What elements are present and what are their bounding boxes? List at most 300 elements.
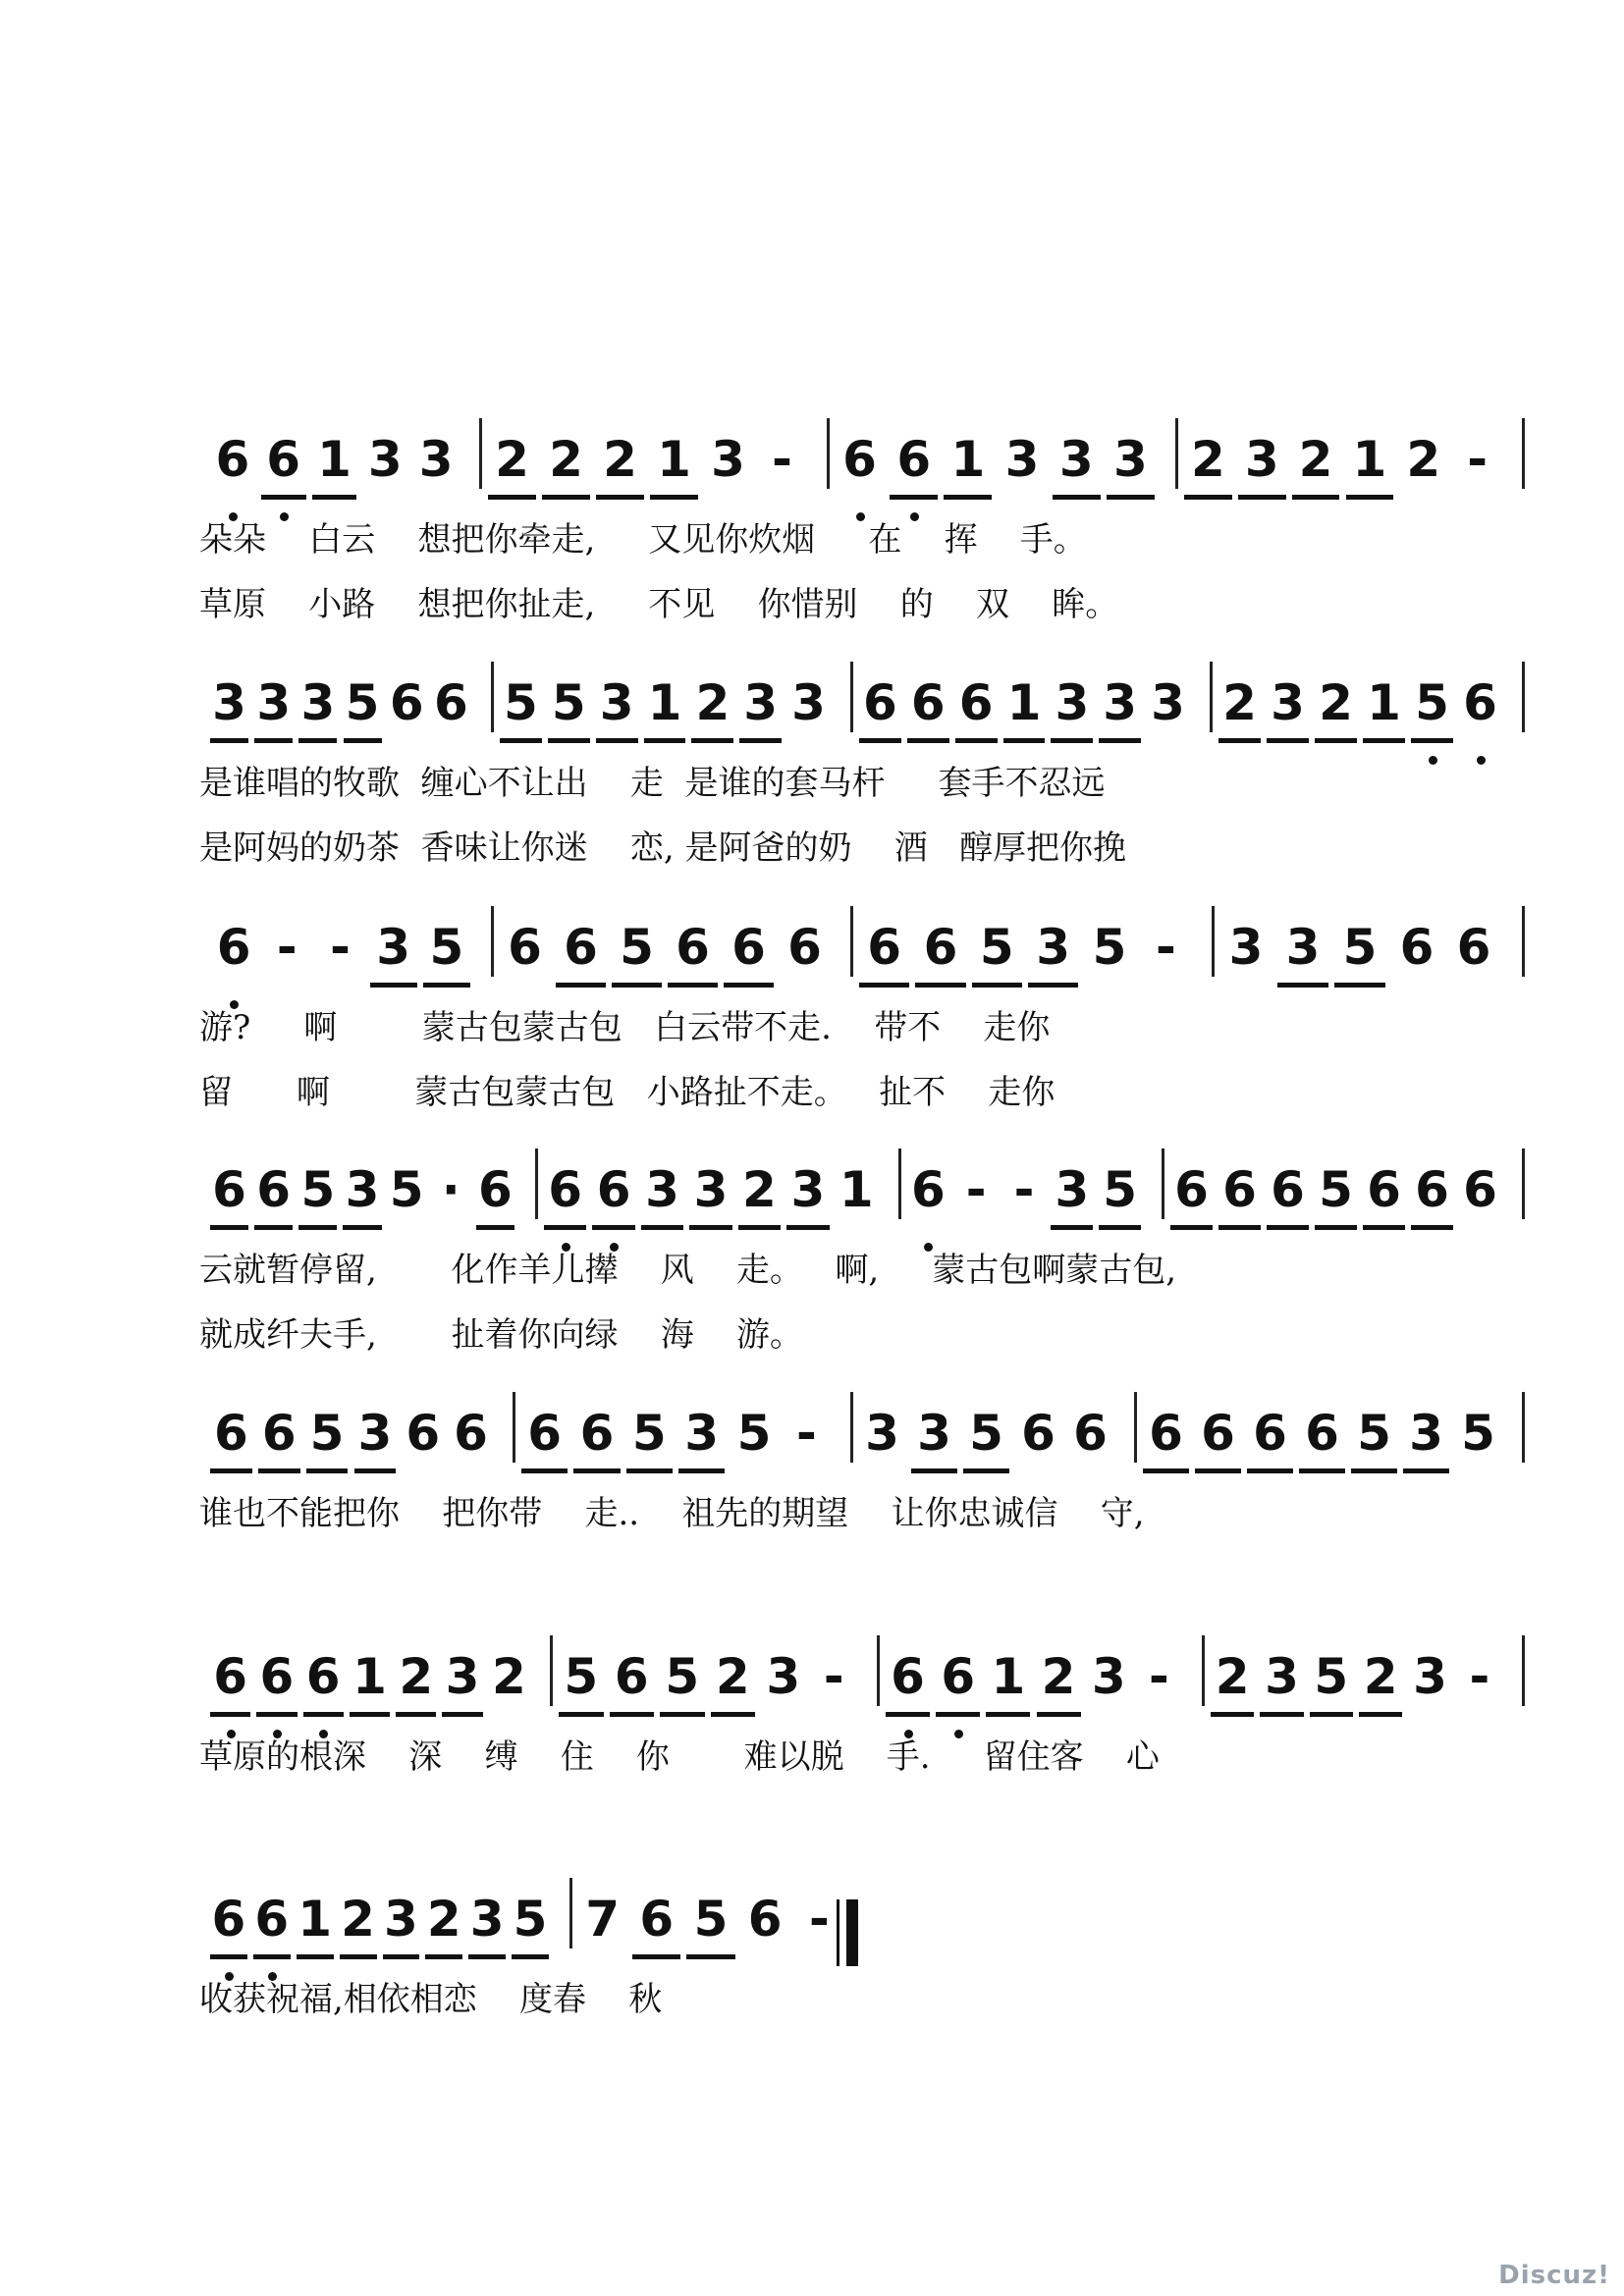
eighth-underline: [1411, 1225, 1453, 1230]
jianpu-note: 3: [1409, 1405, 1443, 1462]
jianpu-note: 5: [345, 674, 380, 731]
jianpu-note: 6: [266, 431, 301, 488]
eighth-underline: [306, 1468, 349, 1473]
barline: [1210, 662, 1213, 732]
jianpu-note: 1: [950, 431, 986, 488]
jianpu-note: 5: [1357, 1405, 1391, 1462]
eighth-underline: [644, 738, 686, 743]
jianpu-note: 5: [300, 1161, 336, 1218]
jianpu-note: 3: [865, 1405, 899, 1462]
eighth-underline: [1346, 495, 1394, 500]
jianpu-note: -: [1467, 431, 1488, 488]
eighth-underline: [1053, 495, 1101, 500]
eighth-underline: [343, 1225, 381, 1230]
jianpu-note: 2: [495, 431, 529, 488]
eighth-underline: [573, 1468, 620, 1473]
jianpu-note: 3: [469, 1891, 505, 1948]
jianpu-note: 6: [215, 431, 250, 488]
eighth-underline: [641, 1225, 683, 1230]
jianpu-note: 5: [693, 1891, 729, 1948]
jianpu-note: 5: [1415, 674, 1449, 731]
jianpu-note: 5: [1319, 1161, 1353, 1218]
jianpu-note: 3: [357, 1405, 393, 1462]
barline: [1522, 906, 1525, 977]
jianpu-note: 2: [1215, 1648, 1250, 1705]
eighth-underline: [383, 1954, 420, 1959]
jianpu-note: 3: [1055, 1161, 1090, 1218]
jianpu-note: 5: [504, 674, 538, 731]
eighth-underline: [298, 1225, 337, 1230]
eighth-underline: [1310, 1712, 1353, 1717]
jianpu-note: 6: [863, 674, 897, 731]
eighth-underline: [1028, 983, 1078, 988]
eighth-underline: [521, 1468, 568, 1473]
jianpu-note: 3: [599, 674, 634, 731]
eighth-underline: [986, 1712, 1030, 1717]
jianpu-note: 6: [639, 1891, 675, 1948]
eighth-underline: [668, 983, 718, 988]
eighth-underline: [350, 1712, 390, 1717]
final-barline-thin: [837, 1899, 839, 1966]
jianpu-note: 6: [731, 919, 766, 976]
eighth-underline: [559, 1712, 604, 1717]
eighth-underline: [210, 1954, 247, 1959]
eighth-underline: [691, 738, 733, 743]
eighth-underline: [711, 1712, 756, 1717]
eighth-underline: [612, 983, 662, 988]
eighth-underline: [859, 738, 901, 743]
eighth-underline: [468, 1954, 506, 1959]
jianpu-note: 6: [910, 1161, 946, 1218]
barline: [850, 662, 853, 732]
eighth-underline: [370, 983, 417, 988]
jianpu-note: 2: [341, 1891, 375, 1948]
eighth-underline: [488, 495, 536, 500]
jianpu-note: 6: [1222, 1161, 1257, 1218]
jianpu-note: 2: [742, 1161, 777, 1218]
jianpu-note: 3: [1413, 1648, 1447, 1705]
jianpu-note: 3: [1091, 1648, 1126, 1705]
jianpu-note: 3: [345, 1161, 380, 1218]
eighth-underline: [944, 495, 992, 500]
jianpu-note: 1: [657, 431, 691, 488]
jianpu-note: 6: [1463, 674, 1497, 731]
eighth-underline: [596, 495, 644, 500]
jianpu-note: 5: [736, 1405, 772, 1462]
jianpu-note: 3: [1004, 431, 1040, 488]
jianpu-note: 3: [1228, 919, 1264, 976]
jianpu-note: 6: [842, 431, 877, 488]
jianpu-note: 3: [445, 1648, 480, 1705]
octave-dot-below: [1477, 756, 1486, 765]
jianpu-note: 5: [665, 1648, 700, 1705]
eighth-underline: [955, 738, 998, 743]
eighth-underline: [500, 738, 542, 743]
jianpu-note: -: [1013, 1161, 1035, 1218]
jianpu-note: 3: [1103, 674, 1138, 731]
jianpu-note: 6: [1367, 1161, 1401, 1218]
jianpu-note: 6: [259, 1648, 295, 1705]
jianpu-note: 2: [426, 1891, 461, 1948]
barline: [1134, 1392, 1137, 1463]
eighth-underline: [210, 738, 248, 743]
eighth-underline: [210, 1225, 248, 1230]
eighth-underline: [911, 1468, 957, 1473]
jianpu-note: 6: [254, 1891, 290, 1948]
jianpu-note: -: [1469, 1648, 1490, 1705]
jianpu-note: 6: [305, 1648, 341, 1705]
eighth-underline: [592, 1225, 634, 1230]
eighth-underline: [258, 1468, 300, 1473]
barline: [1522, 418, 1525, 489]
jianpu-note: 5: [979, 919, 1014, 976]
eighth-underline: [1184, 495, 1232, 500]
jianpu-note: 2: [695, 674, 731, 731]
jianpu-note: 6: [1305, 1405, 1339, 1462]
barline: [491, 906, 494, 977]
jianpu-note: 3: [1271, 674, 1305, 731]
barline: [877, 1635, 880, 1706]
jianpu-note: 3: [743, 674, 779, 731]
jianpu-note: 3: [256, 674, 292, 731]
barline: [1522, 1392, 1525, 1463]
eighth-underline: [423, 983, 470, 988]
jianpu-note: 6: [910, 674, 946, 731]
eighth-underline: [425, 1954, 462, 1959]
eighth-underline: [1143, 1468, 1189, 1473]
eighth-underline: [542, 495, 590, 500]
eighth-underline: [738, 1225, 781, 1230]
jianpu-note: 2: [1406, 431, 1441, 488]
eighth-underline: [972, 983, 1022, 988]
lyric-line: 收获祝福,相依相恋 度春 秋: [199, 1980, 663, 2019]
lyric-line: 草原的根深 深 缚 住 你 难以脱 手. 留住客 心: [199, 1737, 1160, 1777]
barline: [827, 418, 830, 489]
jianpu-note: 3: [790, 1161, 826, 1218]
eighth-underline: [786, 1225, 829, 1230]
jianpu-note: 5: [1461, 1405, 1495, 1462]
jianpu-note: -: [276, 919, 298, 976]
eighth-underline: [724, 983, 774, 988]
jianpu-note: 6: [596, 1161, 631, 1218]
jianpu-note: -: [330, 919, 351, 976]
jianpu-note: 5: [1314, 1648, 1349, 1705]
eighth-underline: [548, 738, 590, 743]
jianpu-note: 1: [352, 1648, 387, 1705]
lyric-line: 草原 小路 想把你扯走, 不见 你惜别 的 双 眸。: [199, 585, 1119, 624]
eighth-underline: [1037, 1712, 1081, 1717]
jianpu-note: 5: [564, 1648, 599, 1705]
eighth-underline: [442, 1712, 482, 1717]
eighth-underline: [344, 738, 382, 743]
barline: [1522, 662, 1525, 732]
jianpu-note: 6: [261, 1405, 297, 1462]
eighth-underline: [1260, 1712, 1303, 1717]
octave-dot-below: [1429, 756, 1437, 765]
jianpu-note: 6: [389, 674, 424, 731]
jianpu-note: -: [965, 1161, 987, 1218]
jianpu-note: 6: [1174, 1161, 1209, 1218]
jianpu-note: 5: [513, 1891, 548, 1948]
jianpu-note: 6: [434, 674, 468, 731]
jianpu-note: 6: [1201, 1405, 1235, 1462]
eighth-underline: [544, 1225, 586, 1230]
eighth-underline: [626, 1468, 673, 1473]
jianpu-note: 1: [1367, 674, 1401, 731]
eighth-underline: [476, 1225, 514, 1230]
barline: [550, 1635, 553, 1706]
lyric-line: 云就暂停留, 化作羊儿撵 风 走。 啊, 蒙古包啊蒙古包,: [199, 1251, 1176, 1290]
jianpu-note: 5: [620, 919, 654, 976]
eighth-underline: [1359, 1712, 1402, 1717]
jianpu-note: 3: [645, 1161, 679, 1218]
jianpu-note: 6: [1253, 1405, 1287, 1462]
eighth-underline: [396, 1712, 436, 1717]
jianpu-note: 3: [791, 674, 826, 731]
eighth-underline: [261, 495, 306, 500]
jianpu-note: 2: [399, 1648, 434, 1705]
jianpu-note: 6: [1149, 1405, 1183, 1462]
lyric-line: 游? 啊 蒙古包蒙古包 白云带不走. 带不 走你: [199, 1008, 1051, 1047]
lyric-line: 留 啊 蒙古包蒙古包 小路扯不走。 扯不 走你: [199, 1073, 1056, 1112]
jianpu-note: 6: [896, 431, 932, 488]
jianpu-note: -: [795, 1405, 817, 1462]
jianpu-note: 6: [747, 1891, 783, 1948]
eighth-underline: [1292, 495, 1340, 500]
jianpu-note: 1: [647, 674, 682, 731]
eighth-underline: [1411, 738, 1453, 743]
barline: [850, 906, 853, 977]
lyric-line: 就成纤夫手, 扯着你向绿 海 游。: [199, 1315, 803, 1355]
eighth-underline: [312, 495, 357, 500]
eighth-underline: [1211, 1712, 1254, 1717]
jianpu-note: 2: [1191, 431, 1225, 488]
jianpu-note: 6: [214, 1405, 248, 1462]
jianpu-note: 6: [527, 1405, 563, 1462]
jianpu-note: 3: [1151, 674, 1185, 731]
jianpu-note: 3: [766, 1648, 801, 1705]
barline: [1522, 1635, 1525, 1706]
barline: [1212, 906, 1215, 977]
eighth-underline: [1334, 983, 1385, 988]
eighth-underline: [340, 1954, 377, 1959]
jianpu-note: ·: [441, 1161, 460, 1218]
jianpu-note: 6: [478, 1161, 513, 1218]
eighth-underline: [298, 738, 337, 743]
jianpu-note: 2: [715, 1648, 750, 1705]
eighth-underline: [1099, 738, 1141, 743]
eighth-underline: [936, 1712, 980, 1717]
eighth-underline: [1403, 1468, 1449, 1473]
eighth-underline: [1299, 1468, 1345, 1473]
jianpu-note: 6: [256, 1161, 292, 1218]
eighth-underline: [859, 983, 909, 988]
jianpu-note: 6: [211, 1891, 246, 1948]
eighth-underline: [1247, 1468, 1293, 1473]
jianpu-note: 5: [389, 1161, 424, 1218]
jianpu-note: 2: [549, 431, 583, 488]
eighth-underline: [1238, 495, 1286, 500]
barline: [1522, 1148, 1525, 1219]
jianpu-note: 3: [1244, 431, 1279, 488]
eighth-underline: [354, 1468, 397, 1473]
jianpu-note: 6: [212, 1161, 246, 1218]
lyric-line: 是阿妈的奶茶 香味让你迷 恋, 是阿爸的奶 酒 醇厚把你挽: [199, 828, 1127, 868]
jianpu-note: 2: [1363, 1648, 1398, 1705]
eighth-underline: [915, 983, 965, 988]
eighth-underline: [907, 738, 949, 743]
jianpu-note: 5: [1342, 919, 1378, 976]
jianpu-note: 6: [548, 1161, 583, 1218]
lyric-line: 谁也不能把你 把你带 走.. 祖先的期望 让你忠诚信 守,: [199, 1494, 1145, 1533]
eighth-underline: [610, 1712, 655, 1717]
eighth-underline: [1051, 738, 1093, 743]
eighth-underline: [660, 1712, 705, 1717]
jianpu-note: 6: [1463, 1161, 1497, 1218]
jianpu-note: 6: [1073, 1405, 1108, 1462]
jianpu-note: 3: [1036, 919, 1071, 976]
eighth-underline: [1277, 983, 1328, 988]
eighth-underline: [689, 1225, 731, 1230]
eighth-underline: [963, 1468, 1009, 1473]
jianpu-note: 1: [839, 1161, 874, 1218]
jianpu-note: 6: [923, 919, 958, 976]
eighth-underline: [297, 1954, 334, 1959]
eighth-underline: [1363, 738, 1405, 743]
eighth-underline: [254, 1225, 293, 1230]
eighth-underline: [1351, 1468, 1397, 1473]
lyric-line: 是谁唱的牧歌 缠心不让出 走 是谁的套马杆 套手不忍远: [199, 764, 1106, 803]
final-barline-thick: [846, 1899, 858, 1966]
barline: [1175, 418, 1178, 489]
jianpu-note: 5: [969, 1405, 1003, 1462]
jianpu-note: 6: [614, 1648, 649, 1705]
watermark: Discuz!: [1498, 2261, 1610, 2290]
eighth-underline: [1315, 1225, 1357, 1230]
eighth-underline: [1051, 1225, 1093, 1230]
jianpu-note: 6: [958, 674, 994, 731]
eighth-underline: [739, 738, 782, 743]
jianpu-note: 2: [1222, 674, 1257, 731]
eighth-underline: [256, 1712, 297, 1717]
eighth-underline: [886, 1712, 930, 1717]
jianpu-note: 3: [711, 431, 745, 488]
jianpu-note: 7: [585, 1891, 620, 1948]
jianpu-note: -: [1149, 1648, 1169, 1705]
jianpu-note: 6: [676, 919, 710, 976]
jianpu-note: 6: [454, 1405, 488, 1462]
jianpu-note: 6: [1399, 919, 1435, 976]
jianpu-note: 3: [1265, 1648, 1299, 1705]
eighth-underline: [1267, 738, 1309, 743]
eighth-underline: [1363, 1225, 1405, 1230]
barline: [569, 1878, 572, 1949]
jianpu-note: 1: [317, 431, 352, 488]
eighth-underline: [1107, 495, 1155, 500]
jianpu-note: 3: [684, 1405, 720, 1462]
barline: [535, 1148, 538, 1219]
eighth-underline: [253, 1954, 291, 1959]
jianpu-note: 3: [212, 674, 246, 731]
jianpu-note: 2: [491, 1648, 526, 1705]
jianpu-note: 5: [551, 674, 586, 731]
jianpu-note: 6: [564, 919, 598, 976]
barline: [850, 1392, 853, 1463]
eighth-underline: [1218, 738, 1261, 743]
jianpu-note: 2: [603, 431, 637, 488]
barline: [1202, 1635, 1205, 1706]
barline: [898, 1148, 901, 1219]
eighth-underline: [1170, 1225, 1213, 1230]
eighth-underline: [596, 738, 638, 743]
jianpu-note: 6: [213, 1648, 248, 1705]
jianpu-note: 1: [1352, 431, 1387, 488]
jianpu-note: 6: [508, 919, 542, 976]
jianpu-note: 3: [1058, 431, 1094, 488]
jianpu-note: -: [809, 1891, 830, 1948]
jianpu-note: 3: [367, 431, 403, 488]
eighth-underline: [686, 1954, 734, 1959]
jianpu-note: 5: [1092, 919, 1127, 976]
eighth-underline: [1267, 1225, 1309, 1230]
jianpu-note: 6: [579, 1405, 615, 1462]
eighth-underline: [1315, 738, 1357, 743]
jianpu-note: 6: [216, 919, 251, 976]
jianpu-note: 6: [941, 1648, 976, 1705]
jianpu-note: 2: [1041, 1648, 1076, 1705]
eighth-underline: [254, 738, 293, 743]
jianpu-note: 6: [867, 919, 902, 976]
eighth-underline: [678, 1468, 725, 1473]
jianpu-note: 3: [1113, 431, 1148, 488]
jianpu-note: 6: [406, 1405, 441, 1462]
eighth-underline: [556, 983, 606, 988]
jianpu-note: 3: [300, 674, 336, 731]
jianpu-note: 2: [1298, 431, 1333, 488]
eighth-underline: [210, 1468, 252, 1473]
jianpu-note: 5: [309, 1405, 345, 1462]
eighth-underline: [1003, 738, 1046, 743]
jianpu-note: 3: [376, 919, 411, 976]
jianpu-note: 3: [1285, 919, 1321, 976]
jianpu-note: 5: [1103, 1161, 1137, 1218]
barline: [479, 418, 482, 489]
jianpu-note: 3: [693, 1161, 729, 1218]
jianpu-note: 6: [1456, 919, 1491, 976]
jianpu-note: -: [1155, 919, 1176, 976]
barline: [491, 662, 494, 732]
jianpu-note: 1: [991, 1648, 1026, 1705]
jianpu-note: 6: [1415, 1161, 1449, 1218]
jianpu-note: -: [823, 1648, 844, 1705]
jianpu-note: 3: [917, 1405, 951, 1462]
eighth-underline: [1195, 1468, 1241, 1473]
jianpu-note: 5: [429, 919, 464, 976]
eighth-underline: [632, 1954, 680, 1959]
jianpu-note: 6: [1021, 1405, 1056, 1462]
eighth-underline: [1218, 1225, 1261, 1230]
jianpu-note: 5: [631, 1405, 667, 1462]
lyric-line: 朵朵 白云 想把你牵走, 又见你炊烟 在 挥 手。: [199, 520, 1087, 560]
jianpu-note: 1: [1006, 674, 1042, 731]
jianpu-note: 1: [298, 1891, 333, 1948]
jianpu-note: 6: [787, 919, 822, 976]
jianpu-note: 3: [384, 1891, 418, 1948]
eighth-underline: [210, 1712, 250, 1717]
eighth-underline: [303, 1712, 344, 1717]
barline: [513, 1392, 515, 1463]
eighth-underline: [512, 1954, 549, 1959]
